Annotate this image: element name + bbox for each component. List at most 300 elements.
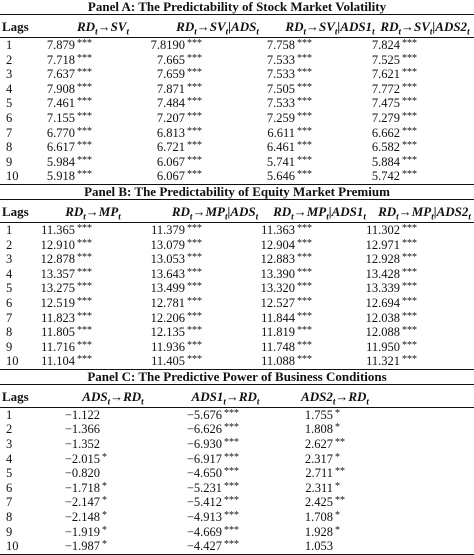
table-row [0, 53, 474, 68]
significance-stars: *** [297, 266, 312, 278]
header-cond: |ADS2 [433, 203, 469, 219]
significance-stars: *** [187, 295, 202, 307]
header-row [0, 385, 474, 407]
significance-stars: *** [187, 222, 202, 234]
significance-stars: *** [187, 266, 202, 278]
significance-stars: ** [335, 466, 345, 478]
significance-stars: *** [187, 110, 202, 122]
cell-value: 7.207 [156, 110, 185, 125]
table-cell [360, 82, 417, 97]
table-cell [140, 126, 202, 141]
lag-number: 8 [6, 510, 13, 525]
cell-value: 2.627 [304, 437, 333, 452]
table-cell [360, 296, 417, 311]
cell-value: 13.357 [40, 266, 75, 281]
table-cell [360, 281, 417, 296]
lag-number: 3 [6, 67, 13, 82]
cell-value: 12.928 [365, 252, 400, 267]
header-target: RD [238, 388, 257, 404]
table-cell [360, 96, 417, 111]
table-cell [255, 354, 312, 369]
significance-stars: *** [297, 67, 312, 79]
significance-stars: *** [77, 169, 92, 181]
panel-title: Panel A: The Predictability of Stock Market Volatility [87, 0, 387, 14]
cell-value: 7.758 [266, 38, 295, 52]
significance-stars: *** [77, 310, 92, 322]
table-cell [140, 140, 202, 155]
table-cell [35, 38, 92, 53]
table-cell [35, 340, 92, 355]
header-target: SV [413, 19, 430, 34]
lag-number: 9 [6, 154, 13, 169]
significance-stars: *** [187, 125, 202, 137]
significance-stars: *** [224, 480, 239, 492]
table-row [0, 252, 474, 267]
cell-value: 7.772 [371, 81, 400, 96]
cell-value: 12.038 [365, 310, 400, 325]
column-header [48, 19, 158, 37]
significance-stars: ** [335, 495, 345, 507]
cell-value: 7.475 [371, 96, 400, 111]
cell-value: 5.984 [46, 154, 75, 169]
table-cell [35, 140, 92, 155]
panel-a [0, 0, 474, 185]
table-cell [35, 223, 92, 238]
significance-stars: * [335, 451, 340, 463]
cell-value: 7.665 [156, 52, 185, 67]
significance-stars: *** [77, 222, 92, 234]
cell-value: −1.352 [64, 437, 100, 452]
header-sub2: t [256, 396, 260, 407]
significance-stars: * [335, 422, 340, 434]
cell-value: 1.808 [304, 422, 333, 437]
header-sub1: t [194, 26, 197, 37]
table-cell [295, 495, 345, 510]
header-arrow: → [192, 203, 206, 219]
lag-number: 5 [6, 281, 13, 296]
lag-number: 1 [6, 222, 13, 237]
lags-header: Lags [2, 388, 29, 404]
significance-stars: *** [224, 451, 239, 463]
table-cell [255, 82, 312, 97]
significance-stars: *** [402, 295, 417, 307]
header-sub2: t [431, 211, 434, 222]
cell-value: 11.748 [261, 339, 295, 354]
cell-value: 11.805 [41, 325, 75, 340]
header-main: ADS2 [301, 388, 333, 404]
header-sub2: t [366, 396, 369, 407]
cell-value: 5.646 [266, 169, 295, 184]
lag-number: 3 [6, 252, 13, 267]
cell-value: 5.741 [266, 154, 295, 169]
header-target: SV [209, 19, 226, 34]
lag-number: 4 [6, 451, 13, 466]
table-cell [140, 38, 202, 53]
significance-stars: *** [297, 110, 312, 122]
table-cell [62, 422, 102, 437]
column-header [270, 19, 390, 37]
lag-number: 10 [6, 354, 19, 369]
significance-stars: *** [224, 495, 239, 507]
header-csub: t [467, 26, 470, 37]
header-csub: t [255, 211, 259, 222]
table-cell [35, 155, 92, 170]
significance-stars: *** [187, 96, 202, 108]
cell-value: 7.505 [266, 81, 295, 96]
table-cell [35, 311, 92, 326]
cell-value: 7.824 [371, 38, 400, 52]
table-cell [140, 311, 202, 326]
table-row [0, 140, 474, 155]
header-arrow: → [305, 19, 319, 34]
significance-stars: *** [187, 52, 202, 64]
header-csub: t [256, 26, 259, 37]
cell-value: 2.317 [304, 451, 333, 466]
significance-stars: *** [77, 354, 92, 366]
table-cell [255, 140, 312, 155]
cell-value: −4.650 [186, 466, 222, 481]
table-cell [140, 267, 202, 282]
header-main: RD [273, 203, 292, 219]
cell-value: 7.533 [266, 96, 295, 111]
table-row [0, 510, 474, 525]
significance-stars: * [102, 539, 107, 551]
lags-header: Lags [2, 203, 29, 219]
table-row [0, 267, 474, 282]
header-sub1: t [332, 396, 336, 407]
significance-stars: *** [77, 295, 92, 307]
table-cell [360, 223, 417, 238]
header-main: RD [65, 203, 84, 219]
table-cell [35, 82, 92, 97]
column-header [372, 204, 474, 222]
header-sub1: t [291, 211, 294, 222]
cell-value: 12.910 [40, 237, 75, 252]
cell-value: 6.721 [156, 140, 185, 155]
header-sub1: t [83, 211, 86, 222]
header-arrow: → [225, 388, 239, 404]
cell-value: 11.104 [41, 354, 75, 369]
cell-value: 11.936 [151, 339, 185, 354]
lag-number: 6 [6, 295, 13, 310]
cell-value: −0.820 [64, 466, 100, 481]
significance-stars: *** [224, 466, 239, 478]
significance-stars: *** [297, 354, 312, 366]
significance-stars: *** [187, 237, 202, 249]
significance-stars: ** [335, 437, 345, 449]
table-cell [360, 354, 417, 369]
significance-stars: *** [187, 310, 202, 322]
cell-value: −1.718 [64, 480, 100, 495]
significance-stars: *** [77, 252, 92, 264]
significance-stars: *** [297, 339, 312, 351]
cell-value: 2.425 [304, 495, 333, 510]
cell-value: 13.643 [150, 266, 185, 281]
cell-value: −1.122 [64, 407, 100, 422]
cell-value: 11.088 [261, 354, 295, 369]
significance-stars: *** [224, 422, 239, 434]
significance-stars: *** [297, 310, 312, 322]
table-cell [35, 238, 92, 253]
table-cell [360, 311, 417, 326]
table-cell [360, 140, 417, 155]
significance-stars: *** [402, 339, 417, 351]
cell-value: −4.913 [186, 510, 222, 525]
lag-number: 7 [6, 495, 13, 510]
table-cell [180, 422, 239, 437]
cell-value: 7.484 [156, 96, 185, 111]
cell-value: 6.067 [156, 169, 185, 184]
cell-value: 12.527 [260, 295, 295, 310]
table-cell [360, 111, 417, 126]
header-arrow: → [85, 203, 99, 219]
significance-stars: *** [187, 38, 202, 49]
table-cell [35, 281, 92, 296]
table-cell [62, 466, 102, 481]
significance-stars: *** [402, 325, 417, 337]
table-cell [35, 111, 92, 126]
significance-stars: *** [224, 524, 239, 536]
table-cell [140, 325, 202, 340]
cell-value: 13.275 [40, 281, 75, 296]
significance-stars: *** [297, 38, 312, 49]
cell-value: 13.499 [150, 281, 185, 296]
significance-stars: *** [297, 295, 312, 307]
lag-number: 4 [6, 266, 13, 281]
table-row [0, 340, 474, 355]
lag-number: 10 [6, 169, 19, 184]
cell-value: 12.971 [365, 237, 400, 252]
cell-value: 13.079 [150, 237, 185, 252]
cell-value: 7.718 [46, 52, 75, 67]
table-cell [295, 539, 335, 554]
lag-number: 2 [6, 237, 13, 252]
significance-stars: *** [297, 222, 312, 234]
cell-value: −5.231 [186, 480, 222, 495]
header-main: RD [380, 19, 399, 34]
cell-value: 2.311 [305, 480, 333, 495]
table-cell [140, 53, 202, 68]
significance-stars: *** [402, 110, 417, 122]
header-sub1: t [223, 396, 226, 407]
header-sub1: t [107, 396, 111, 407]
significance-stars: *** [77, 81, 92, 93]
table-cell [360, 267, 417, 282]
table-cell [35, 325, 92, 340]
header-main: RD [285, 19, 304, 34]
cell-value: −2.015 [64, 451, 100, 466]
cell-value: 7.8190 [150, 38, 185, 52]
significance-stars: *** [297, 140, 312, 152]
table-cell [180, 452, 239, 467]
table-cell [180, 466, 239, 481]
lag-number: 4 [6, 81, 13, 96]
significance-stars: *** [77, 237, 92, 249]
table-row [0, 452, 474, 467]
significance-stars: *** [402, 237, 417, 249]
table-cell [140, 340, 202, 355]
cell-value: 11.716 [41, 339, 75, 354]
significance-stars: *** [402, 52, 417, 64]
table-row [0, 281, 474, 296]
header-main: RD [77, 19, 96, 34]
table-cell [295, 422, 340, 437]
table-row [0, 67, 474, 82]
significance-stars: *** [77, 140, 92, 152]
significance-stars: *** [402, 310, 417, 322]
table-cell [360, 126, 417, 141]
panel-b [0, 185, 474, 370]
cell-value: −4.669 [186, 524, 222, 539]
significance-stars: *** [224, 407, 239, 419]
significance-stars: *** [402, 125, 417, 137]
cell-value: 12.878 [40, 252, 75, 267]
column-header [280, 389, 390, 407]
lag-number: 9 [6, 524, 13, 539]
header-sub2: t [429, 26, 433, 37]
lag-number: 5 [6, 466, 13, 481]
table-row [0, 495, 474, 510]
significance-stars: *** [77, 96, 92, 108]
significance-stars: *** [224, 539, 239, 551]
header-cond: |ADS [227, 203, 256, 219]
table-cell [62, 539, 107, 554]
header-sub2: t [141, 396, 144, 407]
table-cell [140, 238, 202, 253]
lag-number: 10 [6, 539, 19, 554]
header-cond: |ADS1 [337, 19, 373, 34]
significance-stars: *** [402, 281, 417, 293]
header-row [0, 15, 474, 37]
cell-value: −6.917 [186, 451, 222, 466]
table-row [0, 126, 474, 141]
table-cell [35, 252, 92, 267]
cell-value: 7.461 [46, 96, 75, 111]
table-cell [255, 155, 312, 170]
significance-stars: * [102, 495, 107, 507]
lags-header: Lags [2, 19, 29, 34]
table-row [0, 169, 474, 184]
cell-value: 7.533 [266, 52, 295, 67]
panel-c [0, 370, 474, 555]
significance-stars: *** [297, 81, 312, 93]
table-row [0, 111, 474, 126]
table-row [0, 354, 474, 369]
panel-title: Panel B: The Predictability of Equity Market Premium [84, 183, 390, 199]
significance-stars: *** [77, 339, 92, 351]
table-cell [295, 452, 340, 467]
cell-value: 12.519 [40, 295, 75, 310]
cell-value: 13.053 [150, 252, 185, 267]
significance-stars: *** [402, 354, 417, 366]
significance-stars: * [102, 524, 107, 536]
header-main: RD [176, 19, 195, 34]
significance-stars: *** [297, 281, 312, 293]
table-cell [140, 82, 202, 97]
column-header [375, 19, 474, 37]
table-cell [255, 111, 312, 126]
table-cell [35, 126, 92, 141]
header-cond: |ADS1 [328, 203, 364, 219]
table-cell [35, 267, 92, 282]
header-cond: |ADS [228, 19, 257, 34]
table-row [0, 155, 474, 170]
cell-value: 6.461 [266, 140, 295, 155]
cell-value: 5.918 [46, 169, 75, 184]
cell-value: 13.339 [365, 281, 400, 296]
cell-value: −4.427 [186, 539, 222, 554]
table-cell [140, 296, 202, 311]
table-cell [35, 354, 92, 369]
table-cell [255, 267, 312, 282]
cell-value: 7.908 [46, 81, 75, 96]
table-row [0, 238, 474, 253]
significance-stars: *** [77, 110, 92, 122]
table-cell [255, 169, 312, 184]
table-cell [62, 408, 102, 423]
header-arrow: → [293, 203, 307, 219]
header-arrow: → [398, 203, 412, 219]
table-row [0, 437, 474, 452]
significance-stars: *** [402, 140, 417, 152]
cell-value: 1.053 [304, 539, 333, 554]
table-cell [180, 495, 239, 510]
cell-value: 11.302 [366, 222, 400, 237]
significance-stars: *** [77, 325, 92, 337]
table-cell [360, 325, 417, 340]
significance-stars: *** [187, 339, 202, 351]
table-cell [62, 452, 107, 467]
column-header [155, 204, 275, 222]
table-row [0, 408, 474, 423]
table-cell [360, 53, 417, 68]
table-cell [295, 408, 340, 423]
header-csub: t [363, 211, 366, 222]
header-target: SV [110, 19, 127, 34]
table-cell [140, 169, 202, 184]
table-cell [255, 238, 312, 253]
cell-value: 6.611 [267, 125, 295, 140]
cell-value: 12.883 [260, 252, 295, 267]
cell-value: 1.928 [304, 524, 333, 539]
table-cell [35, 169, 92, 184]
cell-value: 11.405 [151, 354, 185, 369]
cell-value: 1.708 [304, 510, 333, 525]
cell-value: −2.147 [64, 495, 100, 510]
table-row [0, 422, 474, 437]
table-row [0, 82, 474, 97]
table-row [0, 466, 474, 481]
table-cell [140, 67, 202, 82]
cell-value: 5.884 [371, 154, 400, 169]
lag-number: 8 [6, 325, 13, 340]
table-cell [180, 510, 239, 525]
cell-value: −6.626 [186, 422, 222, 437]
cell-value: 6.617 [46, 140, 75, 155]
significance-stars: *** [77, 266, 92, 278]
lag-number: 7 [6, 125, 13, 140]
significance-stars: * [102, 480, 107, 492]
table-cell [255, 53, 312, 68]
table-row [0, 325, 474, 340]
header-main: ADS [82, 388, 108, 404]
column-header [155, 19, 280, 37]
cell-value: 6.582 [371, 140, 400, 155]
table-cell [35, 67, 92, 82]
table-row [0, 296, 474, 311]
cell-value: 1.755 [304, 407, 333, 422]
table-row [0, 96, 474, 111]
